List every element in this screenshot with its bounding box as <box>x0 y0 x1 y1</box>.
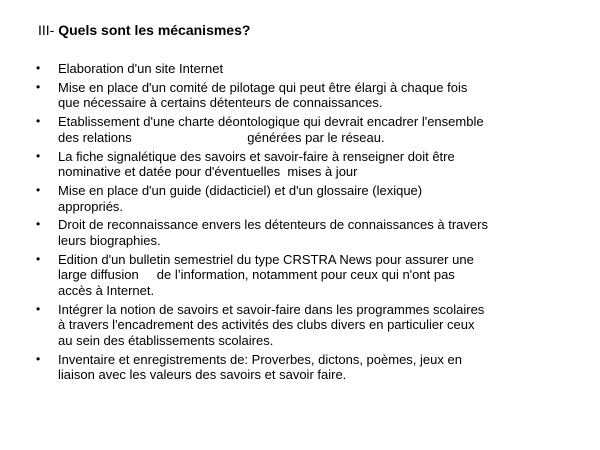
list-item-text: Mise en place d'un guide (didacticiel) et d'un glossaire (lexique) appropriés. <box>58 183 423 214</box>
list-item-text: Intégrer la notion de savoirs et savoir-faire dans les programmes scolaires à travers l'encadrement des activités des clubs divers en particulier ceux au sein des établissements scolaires. <box>58 301 485 348</box>
bullet-icon: • <box>36 148 41 163</box>
heading-title: Quels sont les mécanismes? <box>58 22 251 38</box>
list-item <box>36 80 576 111</box>
list-item-text: Edition d'un bulletin semestriel du type CRSTRA News pour assurer une large diffusion de l’information, notamment pour ceux qui n'ont pas accès à Internet. <box>58 251 474 298</box>
list-item <box>36 61 576 77</box>
bullet-icon: • <box>36 301 41 316</box>
bullet-icon: • <box>36 183 41 198</box>
list-item <box>36 302 576 349</box>
list-item <box>36 183 576 214</box>
list-item-text: La fiche signalétique des savoirs et savoir-faire à renseigner doit être nominative et datée pour d'éventuelles mises à jour <box>58 148 455 180</box>
bullet-icon: • <box>36 351 41 366</box>
mechanisms-list <box>36 61 576 386</box>
list-item-text: Droit de reconnaissance envers les détenteurs de connaissances à travers leurs biographies. <box>58 217 488 248</box>
list-item-text: Inventaire et enregistrements de: Proverbes, dictons, poèmes, jeux en liaison avec les valeurs des savoirs et savoir faire. <box>58 351 462 383</box>
list-item <box>36 114 576 145</box>
bullet-icon: • <box>36 217 41 232</box>
list-item-text: Elaboration d'un site Internet <box>58 61 224 76</box>
bullet-icon: • <box>36 79 41 94</box>
list-item <box>36 352 576 383</box>
list-item-text: Mise en place d'un comité de pilotage qui peut être élargi à chaque fois que nécessaire à certains détenteurs de connaissances. <box>58 79 468 111</box>
heading-prefix: III- <box>38 22 59 38</box>
list-item <box>36 217 576 248</box>
bullet-icon: • <box>36 61 41 75</box>
list-item <box>36 149 576 180</box>
list-item <box>36 252 576 299</box>
bullet-icon: • <box>36 251 41 266</box>
bullet-icon: • <box>36 114 41 129</box>
slide-heading <box>38 21 250 39</box>
list-item-text: Etablissement d'une charte déontologique qui devrait encadrer l'ensemble des relations générées par le réseau. <box>58 114 484 145</box>
